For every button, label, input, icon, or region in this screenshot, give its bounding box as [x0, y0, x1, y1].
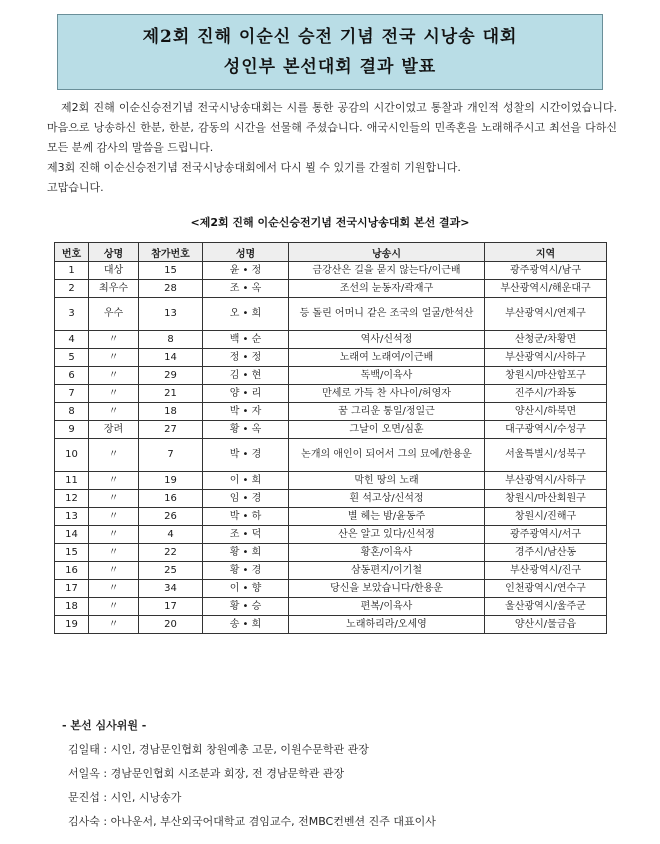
- cell-poem: 독백/이육사: [289, 367, 485, 385]
- cell-name: 오 • 희: [203, 298, 289, 331]
- cell-region: 산청군/차황면: [485, 331, 607, 349]
- cell-award: 〃: [89, 331, 139, 349]
- cell-name: 윤 • 정: [203, 262, 289, 280]
- table-row: [55, 544, 607, 562]
- cell-name: 임 • 경: [203, 490, 289, 508]
- cell-entry-number: 34: [139, 580, 203, 598]
- table-row: [55, 349, 607, 367]
- page-subtitle: 성인부 본선대회 결과 발표: [223, 57, 437, 77]
- cell-region: 울산광역시/울주군: [485, 598, 607, 616]
- cell-number: 7: [55, 385, 89, 403]
- cell-name: 황 • 승: [203, 598, 289, 616]
- cell-name: 이 • 희: [203, 472, 289, 490]
- cell-poem: 편복/이육사: [289, 598, 485, 616]
- cell-number: 8: [55, 403, 89, 421]
- table-row: [55, 616, 607, 634]
- table-row: [55, 262, 607, 280]
- table-row: [55, 580, 607, 598]
- cell-award: 우수: [89, 298, 139, 331]
- cell-region: 서울특별시/성북구: [485, 439, 607, 472]
- cell-entry-number: 28: [139, 280, 203, 298]
- cell-number: 9: [55, 421, 89, 439]
- cell-entry-number: 26: [139, 508, 203, 526]
- cell-number: 15: [55, 544, 89, 562]
- cell-name: 박 • 하: [203, 508, 289, 526]
- cell-name: 황 • 경: [203, 562, 289, 580]
- cell-region: 창원시/진해구: [485, 508, 607, 526]
- header-name: 성명: [203, 243, 289, 262]
- cell-poem: 만세로 가득 찬 사나이/허영자: [289, 385, 485, 403]
- cell-entry-number: 25: [139, 562, 203, 580]
- table-row: [55, 367, 607, 385]
- table-row: [55, 526, 607, 544]
- cell-region: 창원시/마산합포구: [485, 367, 607, 385]
- cell-award: 대상: [89, 262, 139, 280]
- intro-paragraph-1: 제2회 진해 이순신승전기념 전국시낭송대회는 시를 통한 공감의 시간이었고 통찰과 개인적 성찰의 시간이었습니다. 마음으로 낭송하신 한분, 한분, 감동의 시간을 선물해 주셨습니다. 애국시인들의 민족혼을 노래해주시고 최선을 다하신 모든 분께 감사의 말씀을 드립니다.: [47, 101, 617, 154]
- cell-poem: 막힌 땅의 노래: [289, 472, 485, 490]
- cell-entry-number: 14: [139, 349, 203, 367]
- cell-region: 경주시/남산동: [485, 544, 607, 562]
- cell-name: 조 • 옥: [203, 280, 289, 298]
- cell-poem: 꿈 그리운 통일/정일근: [289, 403, 485, 421]
- cell-name: 황 • 옥: [203, 421, 289, 439]
- cell-region: 광주광역시/서구: [485, 526, 607, 544]
- cell-poem: 등 돌린 어머니 같은 조국의 얼굴/한석산: [289, 298, 485, 331]
- judge-item: 서일옥 : 경남문인협회 시조분과 회장, 전 경남문학관 관장: [68, 767, 345, 780]
- cell-poem: 논개의 애인이 되어서 그의 묘에/한용운: [289, 439, 485, 472]
- header-award: 상명: [89, 243, 139, 262]
- cell-award: 〃: [89, 580, 139, 598]
- cell-number: 19: [55, 616, 89, 634]
- cell-entry-number: 27: [139, 421, 203, 439]
- cell-region: 부산광역시/진구: [485, 562, 607, 580]
- cell-number: 4: [55, 331, 89, 349]
- cell-region: 진주시/가좌동: [485, 385, 607, 403]
- cell-award: 〃: [89, 349, 139, 367]
- cell-name: 송 • 희: [203, 616, 289, 634]
- cell-entry-number: 19: [139, 472, 203, 490]
- cell-number: 18: [55, 598, 89, 616]
- cell-name: 박 • 자: [203, 403, 289, 421]
- cell-name: 백 • 순: [203, 331, 289, 349]
- cell-award: 〃: [89, 526, 139, 544]
- table-row: [55, 385, 607, 403]
- cell-name: 박 • 경: [203, 439, 289, 472]
- cell-entry-number: 8: [139, 331, 203, 349]
- cell-award: 장려: [89, 421, 139, 439]
- cell-region: 인천광역시/연수구: [485, 580, 607, 598]
- intro-text: [47, 98, 617, 198]
- cell-region: 부산광역시/해운대구: [485, 280, 607, 298]
- judge-item: 김사숙 : 아나운서, 부산외국어대학교 겸임교수, 전MBC컨벤션 진주 대표이사: [68, 815, 436, 828]
- cell-name: 정 • 정: [203, 349, 289, 367]
- cell-region: 대구광역시/수성구: [485, 421, 607, 439]
- cell-entry-number: 18: [139, 403, 203, 421]
- cell-entry-number: 29: [139, 367, 203, 385]
- cell-poem: 역사/신석정: [289, 331, 485, 349]
- cell-number: 13: [55, 508, 89, 526]
- cell-poem: 당신을 보았습니다/한용운: [289, 580, 485, 598]
- judges-heading: - 본선 심사위원 -: [62, 719, 147, 732]
- cell-name: 황 • 희: [203, 544, 289, 562]
- cell-region: 부산광역시/사하구: [485, 472, 607, 490]
- cell-poem: 노래여 노래여/이근배: [289, 349, 485, 367]
- cell-award: 〃: [89, 439, 139, 472]
- cell-entry-number: 13: [139, 298, 203, 331]
- cell-poem: 조선의 눈동자/곽재구: [289, 280, 485, 298]
- results-table: [54, 242, 607, 634]
- cell-award: 〃: [89, 508, 139, 526]
- intro-paragraph-2: 제3회 진해 이순신승전기념 전국시낭송대회에서 다시 뵐 수 있기를 간절히 기원합니다.: [47, 161, 461, 174]
- cell-poem: 흰 석고상/신석정: [289, 490, 485, 508]
- cell-name: 조 • 덕: [203, 526, 289, 544]
- table-row: [55, 403, 607, 421]
- cell-entry-number: 16: [139, 490, 203, 508]
- cell-award: 〃: [89, 616, 139, 634]
- table-row: [55, 331, 607, 349]
- cell-award: 〃: [89, 562, 139, 580]
- cell-award: 〃: [89, 598, 139, 616]
- cell-number: 16: [55, 562, 89, 580]
- cell-award: 최우수: [89, 280, 139, 298]
- cell-number: 3: [55, 298, 89, 331]
- cell-number: 17: [55, 580, 89, 598]
- table-header-row: [55, 243, 607, 262]
- judge-item: 문진섭 : 시인, 시낭송가: [68, 791, 182, 804]
- cell-poem: 삼동편지/이기철: [289, 562, 485, 580]
- cell-poem: 금강산은 길을 묻지 않는다/이근배: [289, 262, 485, 280]
- cell-award: 〃: [89, 472, 139, 490]
- cell-name: 양 • 리: [203, 385, 289, 403]
- cell-number: 1: [55, 262, 89, 280]
- cell-number: 12: [55, 490, 89, 508]
- header-poem: 낭송시: [289, 243, 485, 262]
- cell-number: 10: [55, 439, 89, 472]
- table-row: [55, 598, 607, 616]
- table-row: [55, 562, 607, 580]
- cell-poem: 별 헤는 밤/윤동주: [289, 508, 485, 526]
- cell-award: 〃: [89, 385, 139, 403]
- cell-region: 부산광역시/사하구: [485, 349, 607, 367]
- page-title: 제2회 진해 이순신 승전 기념 전국 시낭송 대회: [142, 27, 518, 47]
- cell-entry-number: 17: [139, 598, 203, 616]
- cell-region: 부산광역시/연제구: [485, 298, 607, 331]
- judges-section: [62, 714, 436, 834]
- cell-entry-number: 21: [139, 385, 203, 403]
- table-row: [55, 490, 607, 508]
- table-row: [55, 421, 607, 439]
- cell-poem: 산은 알고 있다/신석정: [289, 526, 485, 544]
- intro-paragraph-3: 고맙습니다.: [47, 181, 104, 194]
- cell-award: 〃: [89, 544, 139, 562]
- cell-region: 광주광역시/남구: [485, 262, 607, 280]
- table-row: [55, 280, 607, 298]
- cell-award: 〃: [89, 490, 139, 508]
- table-row: [55, 508, 607, 526]
- header-entry-number: 참가번호: [139, 243, 203, 262]
- title-banner: [57, 14, 603, 90]
- cell-award: 〃: [89, 403, 139, 421]
- header-region: 지역: [485, 243, 607, 262]
- cell-number: 6: [55, 367, 89, 385]
- cell-region: 양산시/하북면: [485, 403, 607, 421]
- table-row: [55, 298, 607, 331]
- table-row: [55, 439, 607, 472]
- cell-entry-number: 22: [139, 544, 203, 562]
- cell-entry-number: 15: [139, 262, 203, 280]
- table-row: [55, 472, 607, 490]
- cell-region: 창원시/마산회원구: [485, 490, 607, 508]
- cell-poem: 황혼/이육사: [289, 544, 485, 562]
- header-number: 번호: [55, 243, 89, 262]
- judge-item: 김일태 : 시인, 경남문인협회 창원예총 고문, 이원수문학관 관장: [68, 743, 369, 756]
- cell-entry-number: 7: [139, 439, 203, 472]
- cell-entry-number: 20: [139, 616, 203, 634]
- cell-number: 5: [55, 349, 89, 367]
- cell-number: 14: [55, 526, 89, 544]
- cell-entry-number: 4: [139, 526, 203, 544]
- cell-poem: 그날이 오면/심훈: [289, 421, 485, 439]
- cell-number: 2: [55, 280, 89, 298]
- cell-name: 이 • 향: [203, 580, 289, 598]
- cell-award: 〃: [89, 367, 139, 385]
- cell-region: 양산시/물금읍: [485, 616, 607, 634]
- cell-number: 11: [55, 472, 89, 490]
- cell-name: 김 • 현: [203, 367, 289, 385]
- cell-poem: 노래하리라/오세영: [289, 616, 485, 634]
- table-caption: <제2회 진해 이순신승전기념 전국시낭송대회 본선 결과>: [190, 216, 470, 229]
